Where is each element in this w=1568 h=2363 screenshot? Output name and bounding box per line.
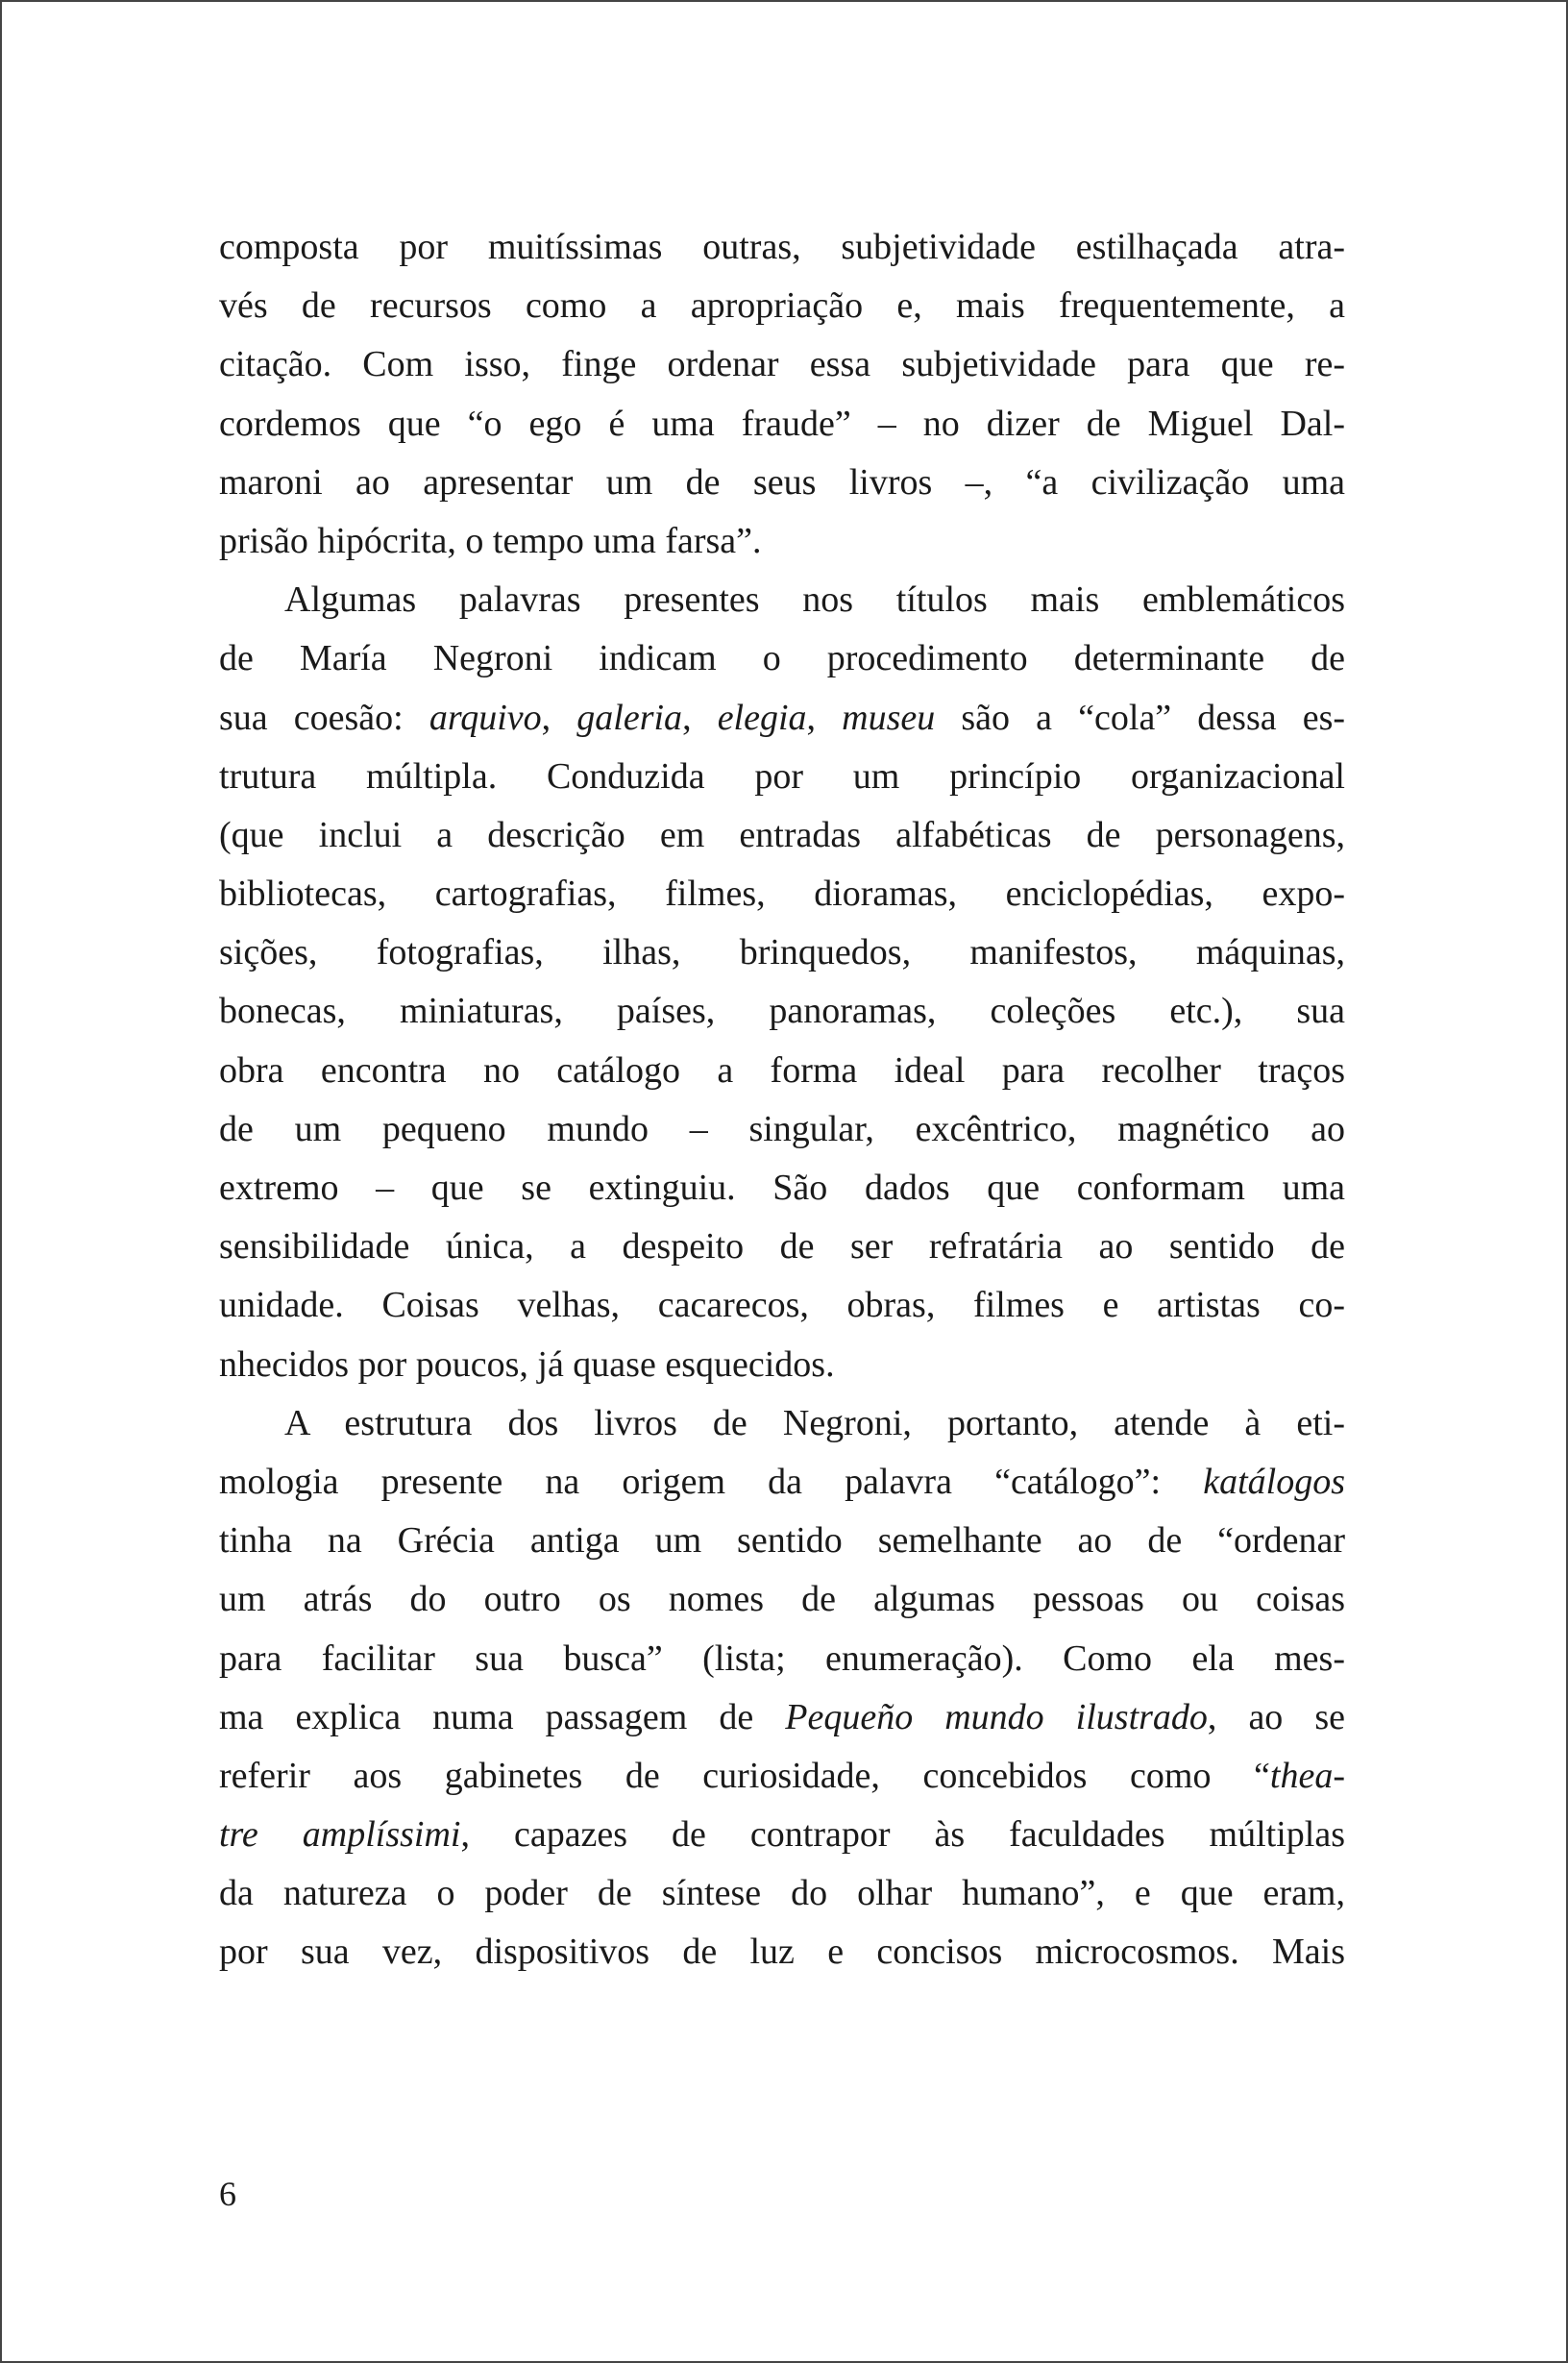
text-run: A estrutura dos livros de Negroni, portanto, atende à eti-	[284, 1402, 1345, 1443]
italic-text: museu	[842, 697, 936, 738]
text-run: nhecidos por poucos, já quase esquecidos.	[219, 1343, 835, 1385]
text-run: cordemos que “o ego é uma fraude” – no dizer de Miguel Dal-	[219, 403, 1345, 444]
text-line	[219, 1512, 1345, 1570]
text-run: tinha na Grécia antiga um sentido semelhante ao de “ordenar	[219, 1520, 1345, 1562]
text-run: sensibilidade única, a despeito de ser refratária ao sentido de	[219, 1226, 1345, 1268]
text-run: unidade. Coisas velhas, cacarecos, obras, filmes e artistas co-	[219, 1285, 1345, 1326]
text-line	[219, 1630, 1345, 1688]
text-line	[219, 1806, 1345, 1864]
text-line	[219, 1747, 1345, 1806]
paragraph	[219, 218, 1345, 571]
text-run: , ao se	[1207, 1696, 1345, 1737]
text-run: Algumas palavras presentes nos títulos mais emblemáticos	[284, 579, 1345, 621]
text-line	[219, 218, 1345, 277]
text-run: composta por muitíssimas outras, subjetividade estilhaçada atra-	[219, 227, 1345, 267]
text-run: prisão hipócrita, o tempo uma farsa”.	[219, 520, 762, 561]
text-line	[219, 1923, 1345, 1981]
italic-text: katálogos	[1203, 1461, 1345, 1502]
text-line	[219, 1276, 1345, 1335]
text-run: (que inclui a descrição em entradas alfabéticas de personagens,	[219, 814, 1345, 855]
italic-text: tre amplíssimi	[219, 1814, 461, 1856]
text-run: de María Negroni indicam o procedimento determinante de	[219, 638, 1345, 679]
text-run: vés de recursos como a apropriação e, mais frequentemente, a	[219, 285, 1345, 327]
text-line	[219, 748, 1345, 806]
text-line	[219, 689, 1345, 748]
italic-text: elegia	[717, 697, 807, 738]
text-run: extremo – que se extinguiu. São dados que conformam uma	[219, 1168, 1345, 1208]
italic-text: arquivo	[429, 697, 542, 738]
text-run: , capazes de contrapor às faculdades múltiplas	[460, 1814, 1345, 1856]
text-run: citação. Com isso, finge ordenar essa subjetividade para que re-	[219, 344, 1345, 385]
text-run: bonecas, miniaturas, países, panoramas, coleções etc.), sua	[219, 991, 1345, 1032]
text-line	[219, 1864, 1345, 1923]
text-run: ,	[806, 697, 843, 738]
page-number: 6	[219, 2175, 236, 2213]
text-line	[219, 277, 1345, 335]
text-line	[219, 1218, 1345, 1276]
text-line	[219, 1688, 1345, 1747]
text-line	[219, 1453, 1345, 1512]
text-run: para facilitar sua busca” (lista; enumeração). Como ela mes-	[219, 1637, 1345, 1679]
text-line	[219, 982, 1345, 1041]
text-run: de um pequeno mundo – singular, excêntrico, magnético ao	[219, 1108, 1345, 1149]
text-run: ,	[682, 697, 718, 738]
italic-text: thea-	[1269, 1755, 1345, 1796]
paragraph	[219, 571, 1345, 1394]
text-run: referir aos gabinetes de curiosidade, concebidos como “	[219, 1755, 1270, 1796]
text-line	[219, 1570, 1345, 1629]
text-run: por sua vez, dispositivos de luz e concisos microcosmos. Mais	[219, 1932, 1345, 1973]
italic-text: Pequeño mundo ilustrado	[785, 1696, 1208, 1737]
text-run: são a “cola” dessa es-	[935, 697, 1346, 738]
text-line	[219, 923, 1345, 982]
text-line	[219, 1159, 1345, 1218]
text-run: trutura múltipla. Conduzida por um princípio organizacional	[219, 755, 1345, 797]
text-line	[219, 806, 1345, 865]
text-run: da natureza o poder de síntese do olhar humano”, e que eram,	[219, 1873, 1345, 1914]
text-run: sições, fotografias, ilhas, brinquedos, manifestos, máquinas,	[219, 932, 1345, 973]
text-line	[219, 454, 1345, 512]
text-run: maroni ao apresentar um de seus livros –, “a civilização uma	[219, 461, 1345, 503]
text-line	[219, 512, 1345, 571]
text-line	[219, 335, 1345, 394]
text-line	[219, 1336, 1345, 1394]
text-run: obra encontra no catálogo a forma ideal para recolher traços	[219, 1049, 1345, 1091]
text-run: ma explica numa passagem de	[219, 1696, 786, 1737]
text-run: um atrás do outro os nomes de algumas pessoas ou coisas	[219, 1579, 1345, 1620]
text-line	[219, 395, 1345, 454]
text-line	[219, 865, 1345, 923]
paragraph	[219, 1394, 1345, 1982]
body-text	[219, 218, 1345, 1982]
text-line	[219, 1042, 1345, 1100]
text-run: bibliotecas, cartografias, filmes, dioramas, enciclopédias, expo-	[219, 874, 1345, 915]
text-line	[219, 1100, 1345, 1159]
text-run: mologia presente na origem da palavra “catálogo”:	[219, 1461, 1204, 1502]
text-run: ,	[541, 697, 577, 738]
text-line	[219, 629, 1345, 688]
text-line	[219, 1394, 1345, 1453]
italic-text: galeria	[576, 697, 683, 738]
text-run: sua coesão:	[219, 697, 429, 738]
text-line	[219, 571, 1345, 629]
